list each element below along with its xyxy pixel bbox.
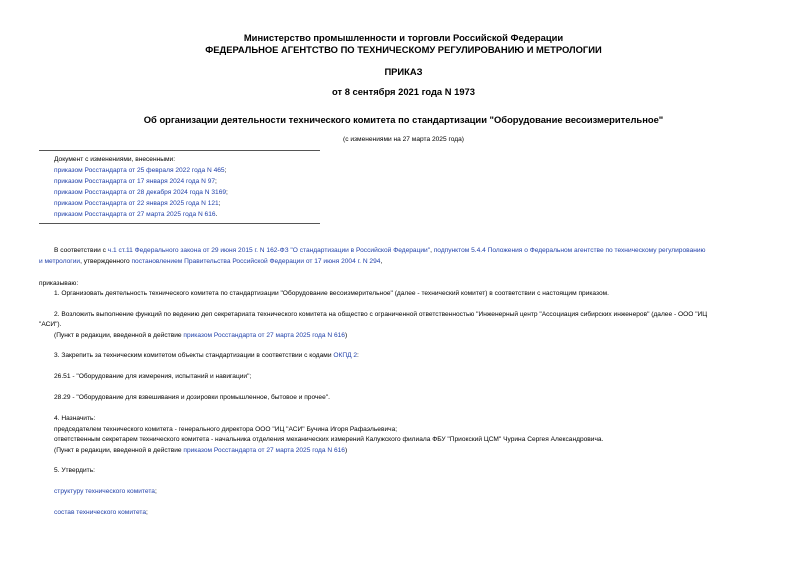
- structure-item: структуру технического комитета;: [54, 488, 157, 495]
- item-4-chair: председателем технического комитета - генерального директора ООО "ИЦ "АСИ" Бучина Игоря Рафаэльевича;: [54, 426, 398, 433]
- amendments-bottom-divider: [39, 223, 320, 224]
- amendment-link[interactable]: приказом Росстандарта от 17 января 2024 года N 97: [54, 178, 216, 185]
- item-2-note-link[interactable]: приказом Росстандарта от 27 марта 2025 года N 616: [183, 332, 345, 339]
- regulation-link-cont[interactable]: и метрологии: [39, 258, 81, 265]
- order-word: приказываю:: [39, 280, 79, 287]
- item-4: 4. Назначить:: [54, 415, 96, 422]
- item-2-line-2: "АСИ").: [39, 321, 62, 328]
- code-26-51: 26.51 - "Оборудование для измерения, испытаний и навигации";: [54, 373, 252, 380]
- amendment-link[interactable]: приказом Росстандарта от 27 марта 2025 года N 616: [54, 211, 216, 218]
- amendment-item: приказом Росстандарта от 17 января 2024 года N 97;: [54, 178, 217, 185]
- amendment-link[interactable]: приказом Росстандарта от 25 февраля 2022 года N 465: [54, 167, 225, 174]
- regulation-link[interactable]: подпунктом 5.4.4 Положения о Федеральном агентстве по техническому регулированию: [433, 247, 706, 254]
- item-2-line-1: 2. Возложить выполнение функций по ведению деп секретариата технического комитета на общество с ограниченной ответственностью "Инженерный центр "Ассоциация сибирских инженеров" (далее - ООО "ИЦ: [54, 311, 708, 318]
- code-28-29: 28.29 - "Оборудование для взвешивания и дозировки промышленное, бытовое и прочее".: [54, 394, 330, 401]
- document-title: Об организации деятельности технического комитета по стандартизации "Оборудование весоизмерительное": [143, 114, 664, 125]
- government-decree-link[interactable]: постановлением Правительства Российской Федерации от 17 июня 2004 г. N 294: [131, 258, 381, 265]
- amendment-item: приказом Росстандарта от 22 января 2025 года N 121;: [54, 200, 221, 207]
- ministry-heading: Министерство промышленности и торговли Российской Федерации: [243, 32, 564, 43]
- document-type: ПРИКАЗ: [384, 66, 423, 77]
- amendment-item: приказом Росстандарта от 27 марта 2025 года N 616.: [54, 211, 218, 218]
- document-date-number: от 8 сентября 2021 года N 1973: [332, 86, 475, 97]
- item-4-note: (Пункт в редакции, введенной в действие приказом Росстандарта от 27 марта 2025 года N 616): [54, 447, 348, 454]
- okpd2-link[interactable]: ОКПД 2: [333, 352, 358, 359]
- amendment-item: приказом Росстандарта от 25 февраля 2022 года N 465;: [54, 167, 227, 174]
- law-link[interactable]: ч.1 ст.11 Федерального закона от 29 июня 2015 г. N 162-ФЗ "О стандартизации в Российской Федерации": [107, 247, 431, 254]
- amendment-item: приказом Росстандарта от 28 декабря 2024 года N 3169;: [54, 189, 228, 196]
- composition-link[interactable]: состав технического комитета: [54, 509, 147, 516]
- item-3: 3. Закрепить за техническим комитетом объекты стандартизации в соответствии с кодами ОКПД 2:: [54, 352, 359, 359]
- agency-heading: ФЕДЕРАЛЬНОЕ АГЕНТСТВО ПО ТЕХНИЧЕСКОМУ РЕГУЛИРОВАНИЮ И МЕТРОЛОГИИ: [205, 44, 602, 55]
- composition-item: состав технического комитета;: [54, 509, 148, 516]
- amendment-link[interactable]: приказом Росстандарта от 22 января 2025 года N 121: [54, 200, 219, 207]
- item-4-note-link[interactable]: приказом Росстандарта от 27 марта 2025 года N 616: [183, 447, 345, 454]
- structure-link[interactable]: структуру технического комитета: [54, 488, 155, 495]
- preamble-line-1: В соответствии с ч.1 ст.11 Федерального закона от 29 июня 2015 г. N 162-ФЗ "О стандартизации в Российской Федерации", подпунктом 5.4.4 Положения о Федеральном агентстве по техническому регулированию: [54, 247, 706, 254]
- preamble-line-2: и метрологии, утвержденного постановлением Правительства Российской Федерации от 17 июня 2004 г. N 294,: [39, 258, 383, 265]
- item-5: 5. Утвердить:: [54, 467, 95, 474]
- revision-note: (с изменениями на 27 марта 2025 года): [343, 136, 464, 143]
- amendments-intro: Документ с изменениями, внесенными:: [54, 156, 176, 163]
- amendments-top-divider: [39, 150, 320, 151]
- amendment-link[interactable]: приказом Росстандарта от 28 декабря 2024 года N 3169: [54, 189, 227, 196]
- item-2-note: (Пункт в редакции, введенной в действие приказом Росстандарта от 27 марта 2025 года N 616): [54, 332, 348, 339]
- item-1: 1. Организовать деятельность технического комитета по стандартизации "Оборудование весоизмерительное" (далее - технический комитет) в соответствии с настоящим приказом.: [54, 290, 609, 297]
- item-4-secretary: ответственным секретарем технического комитета - начальника отделения механических измерений Калужского филиала ФБУ "Приокский ЦСМ" Чурина Сергея Александровича.: [54, 436, 604, 443]
